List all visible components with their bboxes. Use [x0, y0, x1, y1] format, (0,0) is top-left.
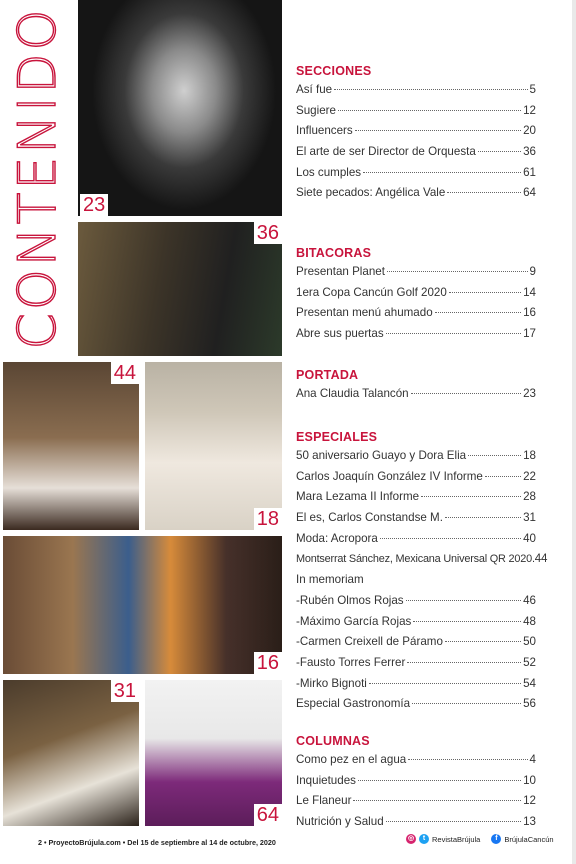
toc-entry[interactable]: -Rubén Olmos Rojas 46 [296, 593, 536, 607]
toc-entry[interactable]: El es, Carlos Constandse M. 31 [296, 511, 536, 525]
photo-singer [145, 680, 282, 826]
photo-conductor [78, 222, 282, 356]
toc-entry[interactable]: Los cumples 61 [296, 165, 536, 179]
section-title: SECCIONES [296, 64, 372, 78]
photo-page-badge: 23 [80, 194, 108, 216]
photo-speaker [3, 680, 139, 826]
contents-title [8, 0, 68, 356]
toc-entry[interactable]: Moda: Acropora 40 [296, 531, 536, 545]
toc-entry[interactable]: Nutrición y Salud 13 [296, 815, 536, 829]
toc-entry[interactable]: Inquietudes 10 [296, 773, 536, 787]
section-title: COLUMNAS [296, 734, 370, 748]
instagram-handle[interactable]: RevistaBrújula [432, 834, 481, 844]
photo-page-badge: 31 [111, 680, 139, 702]
instagram-icon[interactable]: ◎ [407, 835, 415, 842]
footer-credit: 2 • ProyectoBrújula.com • Del 15 de septiembre al 14 de octubre, 2020 [38, 838, 276, 847]
facebook-handle[interactable]: BrújulaCancún [504, 834, 554, 844]
contents-title-text: CONTENIDO [8, 6, 68, 350]
toc-section-portada [296, 366, 536, 405]
page-edge [572, 0, 576, 864]
toc-entry[interactable]: -Carmen Creixell de Páramo 50 [296, 635, 536, 649]
section-title: PORTADA [296, 368, 359, 382]
photo-page-badge: 18 [254, 508, 282, 530]
toc-entry[interactable]: Influencers 20 [296, 124, 536, 138]
toc-entry[interactable]: Especial Gastronomía 56 [296, 697, 536, 711]
facebook-icon[interactable]: f [491, 834, 501, 844]
toc-entry[interactable]: Ana Claudia Talancón 23 [296, 387, 536, 400]
photo-page-badge: 64 [254, 804, 282, 826]
toc-entry[interactable]: 1era Copa Cancún Golf 2020 14 [296, 285, 536, 299]
toc-entry[interactable]: Mara Lezama II Informe 28 [296, 490, 536, 504]
toc-entry[interactable]: Siete pecados: Angélica Vale 64 [296, 186, 536, 200]
section-title: BITACORAS [296, 246, 372, 260]
toc-section-secciones [296, 62, 536, 204]
toc-section-bitacoras [296, 244, 536, 345]
toc-entry[interactable]: El arte de ser Director de Orquesta 36 [296, 145, 536, 159]
toc-entry[interactable]: Le Flaneur 12 [296, 794, 536, 808]
toc-entry[interactable]: -Fausto Torres Ferrer 52 [296, 655, 536, 669]
toc-entry[interactable]: Presentan menú ahumado 16 [296, 306, 536, 320]
photo-page-badge: 44 [111, 362, 139, 384]
toc-entry[interactable]: Sugiere 12 [296, 103, 536, 117]
toc-entry[interactable]: -Mirko Bignoti 54 [296, 676, 536, 690]
photo-painter [3, 536, 282, 674]
toc-entry[interactable]: Abre sus puertas 17 [296, 327, 536, 341]
photo-portrait-woman [78, 0, 282, 216]
toc-section-especiales [296, 428, 548, 715]
toc-entry[interactable]: Montserrat Sánchez, Mexicana Universal QR 2020. 44 [296, 552, 548, 566]
twitter-icon[interactable]: t [419, 834, 429, 844]
toc-entry[interactable]: Así fue 5 [296, 83, 536, 96]
photo-page-badge: 16 [254, 652, 282, 674]
toc-entry[interactable]: -Máximo García Rojas 48 [296, 614, 536, 628]
toc-entry[interactable]: Carlos Joaquín González IV Informe 22 [296, 469, 536, 483]
footer-social [406, 834, 554, 844]
toc-entry[interactable]: Como pez en el agua 4 [296, 753, 536, 766]
photo-couple [145, 362, 282, 530]
toc-entry[interactable]: 50 aniversario Guayo y Dora Elia 18 [296, 449, 536, 462]
photo-model [3, 362, 139, 530]
section-title: ESPECIALES [296, 430, 378, 444]
toc-entry[interactable]: Presentan Planet 9 [296, 265, 536, 278]
photo-page-badge: 36 [254, 222, 282, 244]
toc-section-columnas [296, 732, 536, 833]
toc-entry-heading: In memoriam [296, 573, 364, 587]
